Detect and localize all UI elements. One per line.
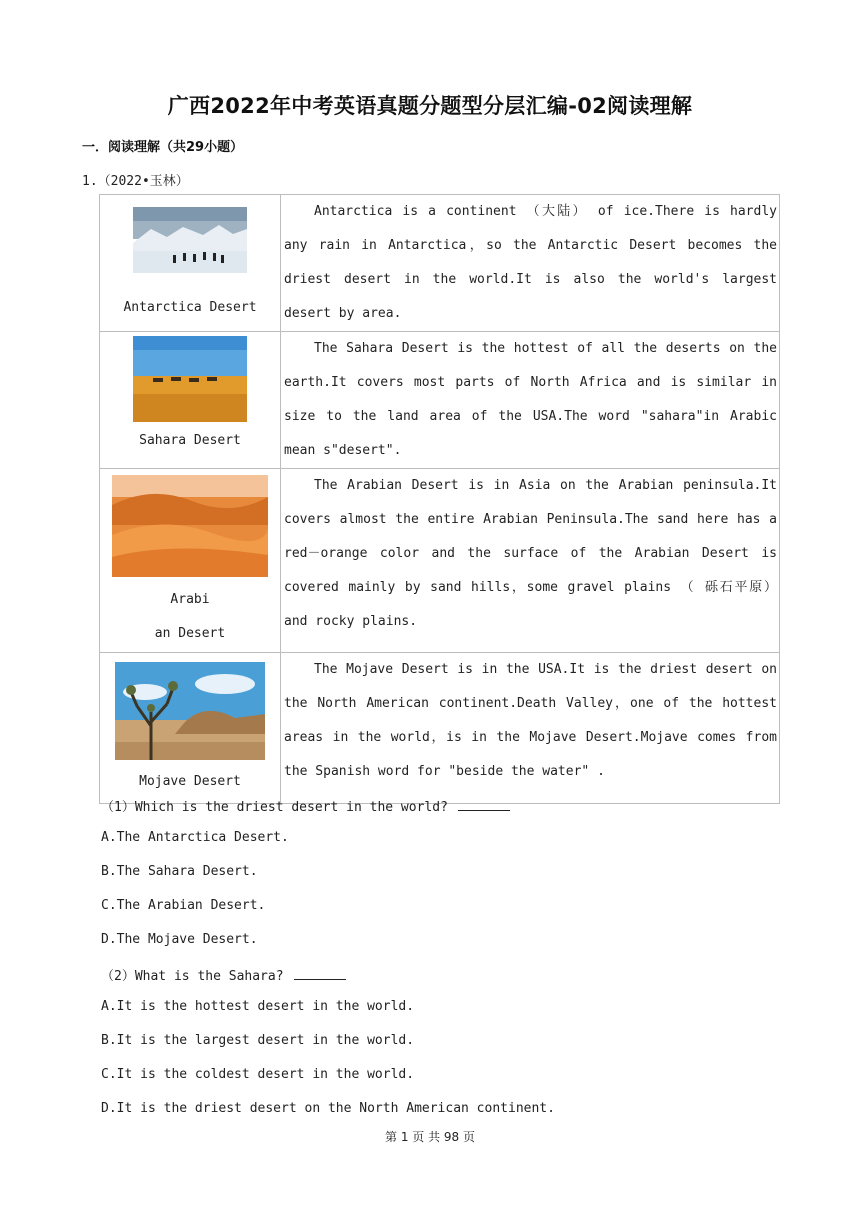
- desert-paragraph: [281, 469, 780, 653]
- mojave-image: [115, 662, 265, 760]
- option-a: A.The Antarctica Desert.: [101, 830, 289, 845]
- desert-paragraph: [281, 653, 780, 804]
- desert-caption: Sahara Desert: [139, 433, 241, 448]
- option-b: B.The Sahara Desert.: [101, 864, 258, 879]
- paragraph-text: Antarctica is a continent （大陆） of ice.There is hardly any rain in Antarctica，so the Antarctic Desert becomes the driest desert in the world.It is also the world's largest desert by area.: [284, 204, 777, 321]
- image-cell: [100, 332, 281, 469]
- option-d: D.The Mojave Desert.: [101, 932, 258, 947]
- answer-blank[interactable]: [458, 800, 510, 811]
- desert-caption: Mojave Desert: [139, 774, 241, 789]
- desert-paragraph: [281, 195, 780, 332]
- arabian-image: [112, 475, 268, 577]
- paragraph-text: The Sahara Desert is the hottest of all the deserts on the earth.It covers most parts of North Africa and is similar in size to the land area of the USA.The word "sahara"in Arabic mean s"desert".: [284, 341, 777, 458]
- page-footer: 第 1 页 共 98 页: [385, 1130, 475, 1144]
- option-b: B.It is the largest desert in the world.: [101, 1033, 415, 1048]
- question-2-stem: （2）What is the Sahara?: [101, 969, 284, 984]
- question-2-stem-line: [101, 965, 346, 984]
- desert-caption-continued: an Desert: [154, 626, 226, 641]
- image-cell: [100, 653, 281, 804]
- antarctica-image: [133, 207, 247, 273]
- paragraph-text: The Mojave Desert is in the USA.It is the driest desert on the North American continent.Death Valley，one of the hottest areas in the world，is in the Mojave Desert.Mojave comes from the Spanish word for "beside the water" .: [284, 662, 777, 779]
- table-row: [100, 653, 780, 804]
- answer-blank[interactable]: [294, 969, 346, 980]
- desert-paragraph: [281, 332, 780, 469]
- desert-caption: Antarctica Desert: [123, 300, 257, 315]
- option-a: A.It is the hottest desert in the world.: [101, 999, 415, 1014]
- image-cell: [100, 195, 281, 332]
- desert-table: [99, 194, 780, 804]
- document-title: 广西2022年中考英语真题分题型分层汇编-02阅读理解: [167, 94, 693, 118]
- sahara-image: [133, 336, 247, 422]
- image-cell: [100, 469, 281, 653]
- table-row: [100, 195, 780, 332]
- question-number: 1.（2022•玉林）: [82, 174, 189, 189]
- option-c: C.The Arabian Desert.: [101, 898, 266, 913]
- paragraph-text: The Arabian Desert is in Asia on the Arabian peninsula.It covers almost the entire Arabian Peninsula.The sand here has a red－orange color and the surface of the Arabian Desert is covered mainly by sand hills，some gravel plains （ 砾石平原） and rocky plains.: [284, 478, 777, 629]
- question-1-stem-line: [101, 796, 510, 815]
- desert-caption: Arabi: [170, 592, 210, 607]
- option-c: C.It is the coldest desert in the world.: [101, 1067, 415, 1082]
- question-1-stem: （1）Which is the driest desert in the world?: [101, 800, 448, 815]
- table-row: [100, 469, 780, 653]
- table-row: [100, 332, 780, 469]
- option-d: D.It is the driest desert on the North American continent.: [101, 1101, 555, 1116]
- section-heading: 一．阅读理解（共29小题）: [82, 140, 244, 155]
